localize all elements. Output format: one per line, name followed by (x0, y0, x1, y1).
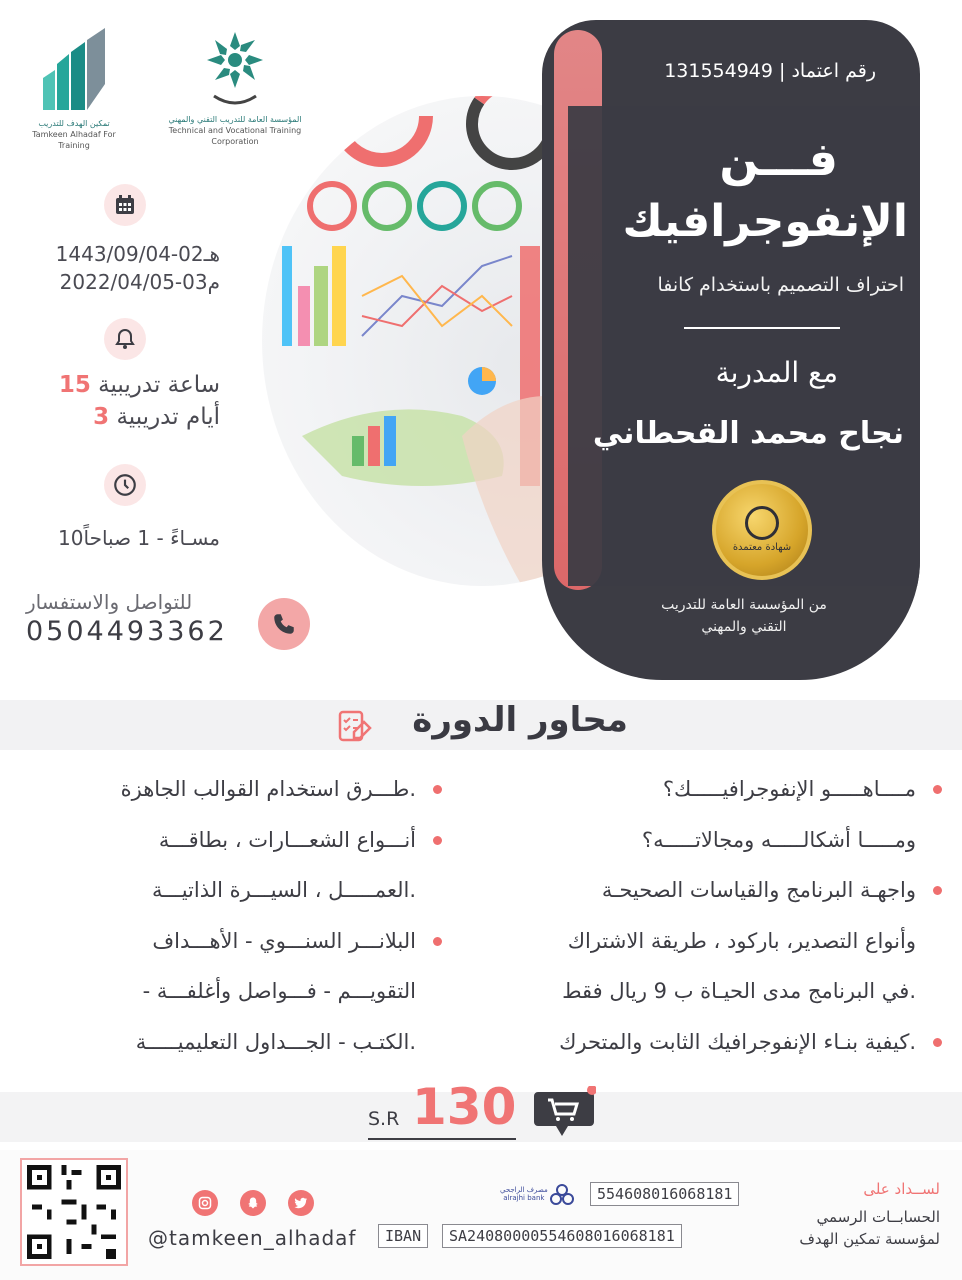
badge-text: شهادة معتمدة (732, 542, 792, 553)
axis-item-continued: الكتـب - الجـــداول التعليميـــــة. (135, 1029, 416, 1054)
payment-accounts (799, 1206, 940, 1250)
tamkeen-emblem-icon (39, 24, 109, 114)
tamkeen-name-en: Tamkeen Alhadaf For Training (32, 130, 116, 150)
axis-item-continued: وأنواع التصدير، باركود ، طريقة الاشتراك (567, 928, 916, 953)
hours-number: 15 (58, 372, 91, 398)
days-number: 3 (93, 404, 110, 430)
training-hours (59, 372, 220, 398)
phone-icon[interactable] (258, 598, 310, 650)
payment-title: لســداد على (863, 1180, 940, 1198)
payment-line2: لمؤسسة تمكين الهدف (799, 1230, 940, 1248)
course-subtitle: احتراف التصميم باستخدام كانفا (657, 274, 904, 296)
twitter-icon[interactable] (288, 1190, 314, 1216)
bell-icon (104, 318, 146, 360)
bullet (933, 1038, 942, 1047)
snapchat-icon[interactable] (240, 1190, 266, 1216)
tvtc-emblem-icon (200, 26, 270, 110)
bank-name-en: alrajhi bank (503, 1194, 545, 1202)
instagram-icon[interactable] (192, 1190, 218, 1216)
bullet (933, 785, 942, 794)
phone-number[interactable]: 0504493362 (26, 616, 228, 647)
axis-item: طـــرق استخدام القوالب الجاهزة. (121, 764, 442, 815)
with-trainer-label: مع المدربة (715, 356, 838, 389)
price-underline (368, 1138, 516, 1140)
axes-list-right (559, 764, 942, 1067)
hours-label: ساعة تدريبية (90, 372, 220, 398)
qr-code-pattern (22, 1160, 126, 1264)
axis-item-continued: ومـــــا أشكالـــــه ومجالاتـــــه؟ (641, 827, 916, 852)
tvtc-logo (160, 26, 310, 147)
course-info-card (542, 20, 920, 680)
qr-code[interactable] (20, 1158, 128, 1266)
axes-list-left (121, 764, 442, 1067)
tamkeen-logo (22, 24, 126, 151)
contact-label: للتواصل والاستفسار (26, 590, 193, 614)
date-gregorian: 2022/04/05-03م (59, 270, 220, 294)
checklist-icon (334, 706, 374, 750)
divider (684, 327, 840, 329)
tvtc-name-ar: المؤسسة العامة للتدريب التقني والمهني (168, 115, 302, 124)
bank-emblem-icon (550, 1184, 574, 1210)
badge-emblem-icon (745, 506, 779, 540)
accreditation-number: رقم اعتماد | 131554949 (664, 60, 876, 82)
iban-number[interactable]: SA2408000055460801606818​1 (442, 1224, 682, 1248)
payment-line1: الحسابــات الرسمي (816, 1208, 940, 1226)
axis-item: واجهـة البرنامج والقياسات الصحيحـة (559, 865, 942, 916)
training-time: 10مسـاءً - 1 صباحاً (58, 526, 220, 550)
training-days (93, 404, 220, 430)
bullet (433, 836, 442, 845)
axis-item-continued: في البرنامج مدى الحيـاة ب 9 ريال فقط. (562, 979, 916, 1003)
course-title-line2: الإنفوجرافيك (622, 196, 908, 247)
certificate-badge (712, 480, 812, 580)
tvtc-name-en: Technical and Vocational Training Corporation (168, 126, 302, 146)
bullet (433, 937, 442, 946)
alrajhi-bank-logo (500, 1186, 548, 1202)
calendar-icon (104, 184, 146, 226)
date-hijri: 1443/09/04-02هـ (55, 242, 220, 266)
issuer-text: من المؤسسة العامة للتدريب التقني والمهني (661, 597, 827, 635)
axis-item: مــــاهـــــو الإنفوجرافيـــــك؟ (559, 764, 942, 815)
days-label: أيام تدريبية (109, 404, 220, 430)
account-number[interactable]: 554608016068181 (590, 1182, 739, 1206)
axis-item: أنـــواع الشعـــارات ، بطاقـــة (121, 815, 442, 866)
axis-item: كيفية بنـاء الإنفوجرافيك الثابت والمتحرك. (559, 1017, 942, 1068)
cart-icon[interactable] (534, 1086, 596, 1142)
axis-item-continued: العمـــــل ، السيـــرة الذاتيـــة. (152, 878, 416, 902)
bullet (933, 886, 942, 895)
price-amount: 130 (412, 1078, 517, 1136)
clock-icon (104, 464, 146, 506)
axis-item: البلانـــر السنـــوي - الأهـــداف (121, 916, 442, 967)
iban-label: IBAN (378, 1224, 428, 1248)
axis-item-continued: - التقويـــم - فـــواصل وأغلفـــة (142, 979, 416, 1003)
course-axes-title: محاور الدورة (412, 700, 628, 740)
price-currency: S.R (368, 1108, 400, 1130)
bank-name-ar: مصرف الراجحي (500, 1186, 548, 1194)
social-handle[interactable]: @tamkeen_alhadaf (148, 1226, 357, 1250)
course-title-line1: فـــن (719, 132, 838, 186)
trainer-name: نجاح محمد القحطاني (592, 416, 904, 451)
tamkeen-name-ar: تمكين الهدف للتدريب (38, 119, 110, 128)
bullet (433, 785, 442, 794)
